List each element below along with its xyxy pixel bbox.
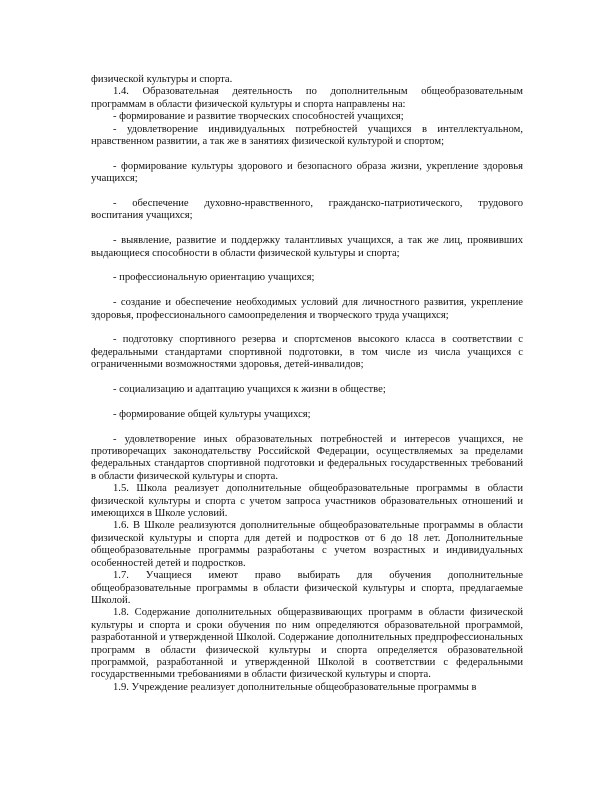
list-item-talented-students: - выявление, развитие и поддержку талантливых учащихся, а так же лиц, проявивших выдающиеся способности в области физической культуры и спорта; [91, 235, 523, 259]
list-item-career-guidance: - профессиональную ориентацию учащихся; [113, 272, 315, 284]
list-item-healthy-lifestyle: - формирование культуры здорового и безопасного образа жизни, укрепление здоровья учащихся; [91, 160, 523, 185]
paragraph-1-8: 1.8. Содержание дополнительных общеразвивающих программ в области физической культуры и спорта и сроки обучения по ним определяются образовательной программой, разработанной и утвержденной Школой. Содержание дополнительных предпрофессиональных программ в области физической культуры и спорта определяется образовательной программой, разработанной и утвержденной Школой в соответствии с федеральными государственными требованиями в области физической культуры и спорта. [91, 607, 523, 681]
list-item-sports-reserve: - подготовку спортивного резерва и спортсменов высокого класса в соответствии с федеральными стандартами спортивной подготовки, в том числе из числа учащихся с ограниченными возможностями здоровья, детей-инвалидов; [91, 334, 523, 371]
paragraph-1-4: 1.4. Образовательная деятельность по дополнительным общеобразовательным программам в области физической культуры и спорта направлены на: [91, 86, 523, 110]
paragraph-1-5: 1.5. Школа реализует дополнительные общеобразовательные программы в области физической культуры и спорта с учетом запроса участников образовательных отношений и имеющихся в Школе условий. [91, 483, 523, 520]
document-body [91, 74, 523, 694]
list-item-moral-education: - обеспечение духовно-нравственного, гражданско-патриотического, трудового воспитания учащихся; [91, 198, 523, 222]
list-item-creative-abilities: - формирование и развитие творческих способностей учащихся; [113, 111, 404, 123]
list-item-other-needs: - удовлетворение иных образовательных потребностей и интересов учащихся, не противоречащих законодательству Российской Федерации, осуществляемых за пределами федеральных стандартов спортивной подготовки и федеральных государственных требований в области физической культуры и спорта. [91, 433, 523, 482]
paragraph-1-7: 1.7. Учащиеся имеют право выбирать для обучения дополнительные общеобразовательные программы в области физической культуры и спорта, предлагаемые Школой. [91, 570, 523, 606]
list-item-development-conditions: - создание и обеспечение необходимых условий для личностного развития, укрепление здоровья, профессионального самоопределения и творческого труда учащихся; [91, 297, 523, 321]
paragraph-continuation: физической культуры и спорта. [91, 74, 233, 85]
paragraph-1-9: 1.9. Учреждение реализует дополнительные общеобразовательные программы в [113, 681, 477, 693]
paragraph-1-6: 1.6. В Школе реализуются дополнительные общеобразовательные программы в области физической культуры и спорта для детей и подростков от 6 до 18 лет. Дополнительные общеобразовательные программы разработаны с учетом возрастных и индивидуальных особенностей детей и подростков. [91, 520, 523, 569]
list-item-individual-needs: - удовлетворение индивидуальных потребностей учащихся в интеллектуальном, нравственном развитии, а так же в занятиях физической культурой и спортом; [91, 123, 523, 148]
list-item-socialization: - социализацию и адаптацию учащихся к жизни в обществе; [113, 384, 386, 396]
list-item-general-culture: - формирование общей культуры учащихся; [113, 408, 311, 420]
